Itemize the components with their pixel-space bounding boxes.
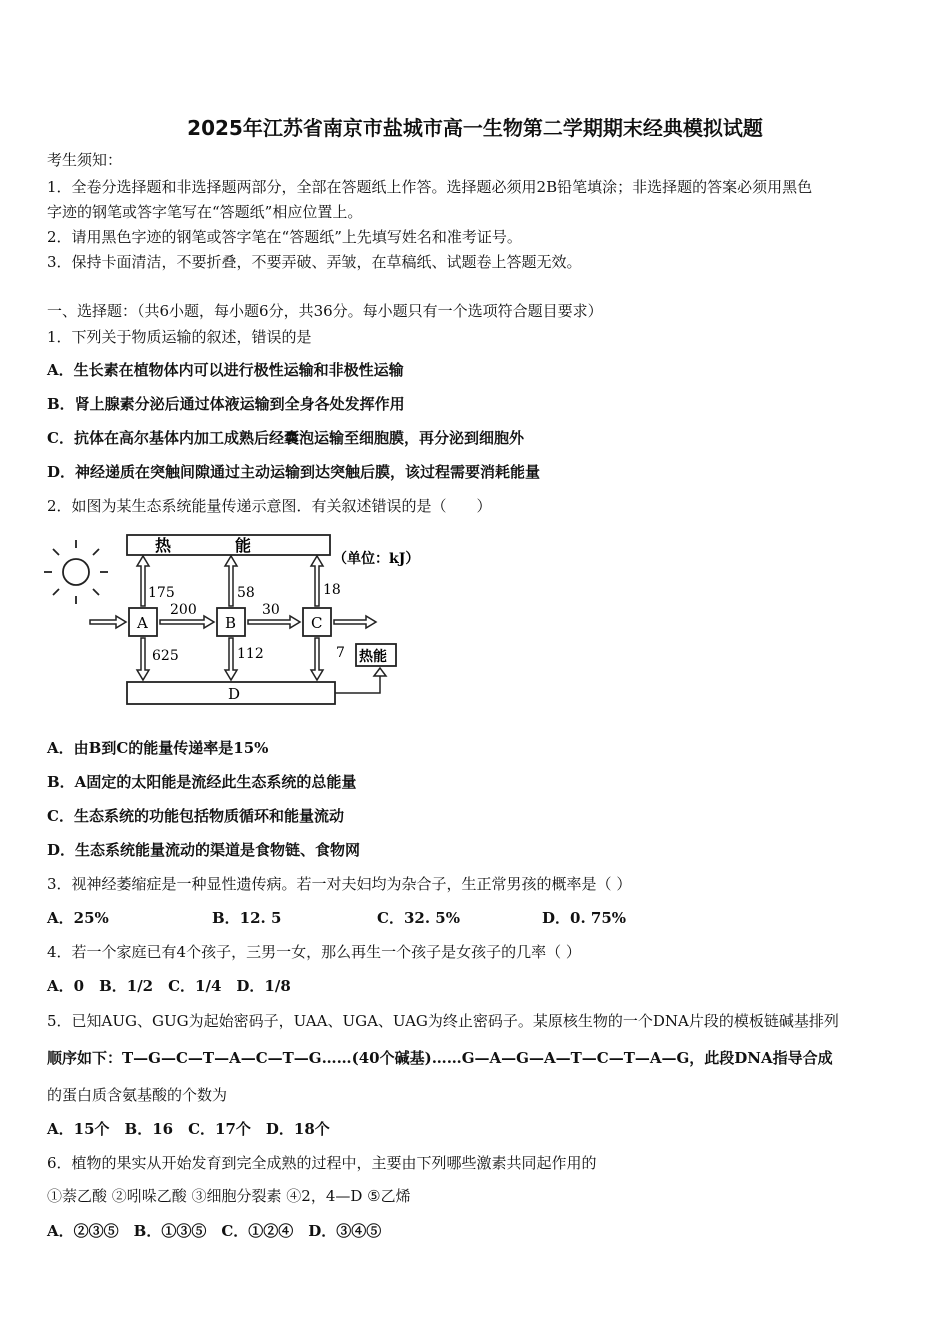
q4-options: A．0 B．1/2 C．1/4 D．1/8 [47, 977, 291, 995]
q2-option-c: C．生态系统的功能包括物质循环和能量流动 [47, 807, 344, 825]
q3-options [47, 908, 626, 928]
q6-options: A．②③⑤ B．①③⑤ C．①②④ D．③④⑤ [47, 1222, 382, 1240]
q5-stem-line-3: 的蛋白质含氨基酸的个数为 [47, 1086, 228, 1104]
q3-stem: 3．视神经萎缩症是一种显性遗传病。若一对夫妇均为杂合子，生正常男孩的概率是（ ） [47, 875, 632, 893]
q1-option-a: A．生长素在植物体内可以进行极性运输和非极性运输 [47, 361, 404, 379]
q5-options: A．15个 B．16 C．17个 D．18个 [47, 1120, 330, 1138]
node-c-label: C [311, 614, 323, 632]
unit-label: （单位：kJ） [333, 551, 420, 567]
b-up-value: 58 [237, 585, 255, 601]
q3-option-a: A．25% [47, 909, 109, 927]
a-down-value: 625 [152, 648, 179, 664]
notice-item-1-cont: 字迹的钢笔或答字笔写在“答题纸”相应位置上。 [47, 203, 363, 221]
q1-stem: 1．下列关于物质运输的叙述，错误的是 [47, 328, 312, 346]
q3-option-d: D．0. 75% [542, 909, 627, 927]
q3-option-c: C．32. 5% [377, 909, 460, 927]
q1-option-b: B．肾上腺素分泌后通过体液运输到全身各处发挥作用 [47, 395, 405, 413]
b-to-c-value: 30 [262, 602, 280, 618]
energy-flow-diagram [40, 530, 460, 710]
q2-option-a: A．由B到C的能量传递率是15% [47, 739, 269, 757]
q5-stem-line-2: 顺序如下：T—G—C—T—A—C—T—G……(40个碱基)……G—A—G—A—T—C—T—A—G，此段DNA指导合成 [47, 1049, 833, 1067]
node-d-label: D [228, 685, 241, 703]
a-to-b-value: 200 [170, 602, 197, 618]
q3-option-b: B．12. 5 [212, 909, 282, 927]
q1-option-d: D．神经递质在突触间隙通过主动运输到达突触后膜，该过程需要消耗能量 [47, 463, 541, 481]
q2-option-d: D．生态系统能量流动的渠道是食物链、食物网 [47, 841, 361, 859]
notice-heading: 考生须知： [47, 151, 123, 169]
node-a-label: A [137, 614, 148, 632]
c-down-value: 7 [336, 645, 345, 661]
notice-item-2: 2．请用黑色字迹的钢笔或答字笔在“答题纸”上先填写姓名和准考证号。 [47, 228, 522, 246]
q2-option-b: B．A固定的太阳能是流经此生态系统的总能量 [47, 773, 357, 791]
sun-icon [44, 540, 108, 604]
notice-item-1: 1．全卷分选择题和非选择题两部分，全部在答题纸上作答。选择题必须用2B铅笔填涂；非选择题的答案必须用黑色 [47, 178, 813, 196]
a-up-value: 175 [148, 585, 175, 601]
q2-stem: 2．如图为某生态系统能量传递示意图．有关叙述错误的是（ ） [47, 497, 492, 515]
section-heading: 一、选择题：（共6小题，每小题6分，共36分。每小题只有一个选项符合题目要求） [47, 302, 603, 320]
q5-stem-line-1: 5．已知AUG、GUG为起始密码子，UAA、UGA、UAG为终止密码子。某原核生物的一个DNA片段的模板链碱基排列 [47, 1012, 839, 1030]
q1-option-c: C．抗体在高尔基体内加工成熟后经囊泡运输至细胞膜，再分泌到细胞外 [47, 429, 524, 447]
notice-item-3: 3．保持卡面清洁，不要折叠，不要弄破、弄皱，在草稿纸、试题卷上答题无效。 [47, 253, 582, 271]
c-up-value: 18 [323, 582, 341, 598]
q6-items: ①萘乙酸 ②吲哚乙酸 ③细胞分裂素 ④2，4—D ⑤乙烯 [47, 1187, 411, 1205]
b-down-value: 112 [237, 646, 264, 662]
heat-bar-label: 热 能 [155, 536, 252, 555]
node-b-label: B [225, 614, 237, 632]
q4-stem: 4．若一个家庭已有4个孩子，三男一女，那么再生一个孩子是女孩子的几率（ ） [47, 943, 581, 961]
q6-stem: 6．植物的果实从开始发育到完全成熟的过程中，主要由下列哪些激素共同起作用的 [47, 1154, 597, 1172]
exam-title: 2025年江苏省南京市盐城市高一生物第二学期期末经典模拟试题 [187, 116, 763, 140]
heat-box-label: 热能 [359, 649, 387, 665]
